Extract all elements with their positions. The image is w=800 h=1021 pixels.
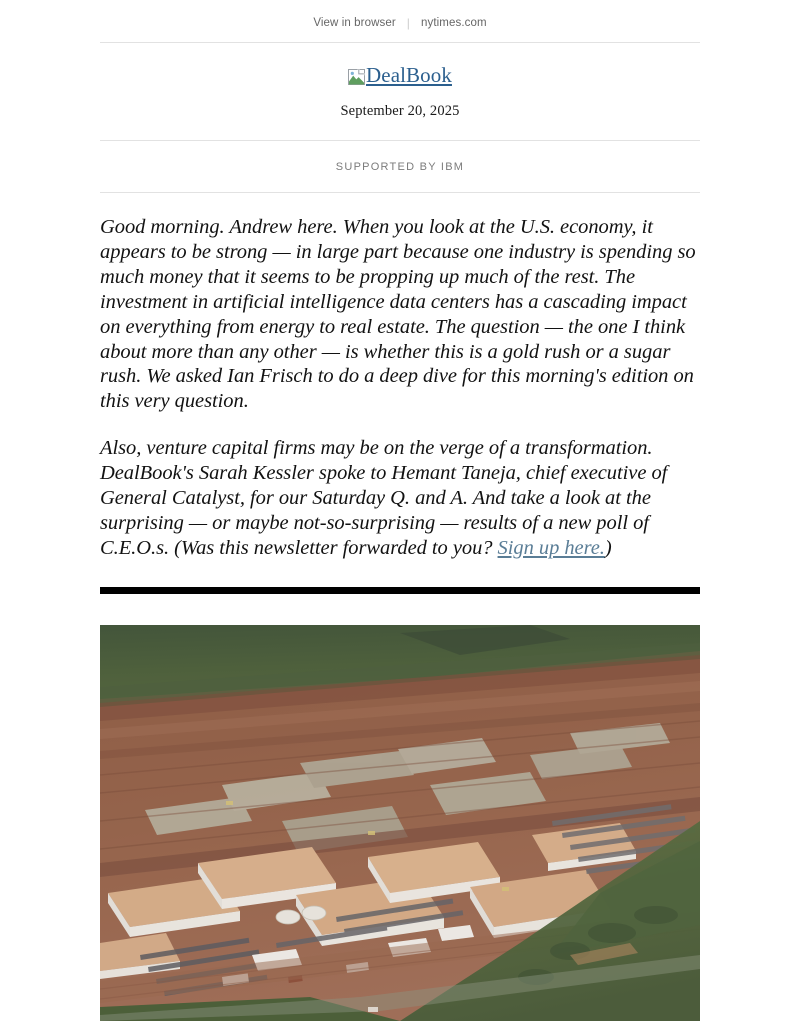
preheader-separator: | (406, 16, 411, 30)
issue-date: September 20, 2025 (340, 103, 460, 119)
newsletter-body (100, 193, 700, 561)
broken-image-icon (348, 69, 365, 85)
datacenter-aerial-illustration (100, 625, 700, 1021)
masthead (0, 43, 800, 140)
secondary-paragraph (100, 436, 700, 561)
dealbook-logo-link[interactable] (348, 65, 452, 86)
hero-photo (100, 625, 700, 1021)
view-in-browser-link[interactable]: View in browser (313, 17, 396, 29)
sponsor-label: SUPPORTED BY IBM (335, 161, 465, 173)
preheader-bar (0, 0, 800, 42)
secondary-paragraph-text-before: Also, venture capital firms may be on the verge of a transformation. DealBook's Sarah Kessler spoke to Hemant Taneja, chief executive of General Catalyst, for our Saturday Q. and A. And take a look at the surprising — or maybe not-so-surprising — results of a new poll of C.E.O.s. (Was this newsletter forwarded to you? (100, 437, 668, 559)
nytimes-site-link[interactable]: nytimes.com (421, 17, 487, 29)
hero-image-container (100, 625, 700, 1021)
secondary-paragraph-text-after: ) (604, 536, 612, 559)
sign-up-link[interactable]: Sign up here. (497, 536, 605, 559)
masthead-spacer (0, 120, 800, 140)
intro-paragraph: Good morning. Andrew here. When you look at the U.S. economy, it appears to be strong — in large part because one industry is spending so much money that it seems to be propping up much of the rest. The investment in artificial intelligence data centers has a cascading impact on everything from energy to real estate. The question — the one I think about more than any other — is whether this is a gold rush or a sugar rush. We asked Ian Frisch to do a deep dive for this morning's edition on this very question. (100, 216, 696, 413)
dealbook-logo-alt-text: DealBook (366, 63, 452, 87)
section-divider-bar (100, 587, 700, 594)
